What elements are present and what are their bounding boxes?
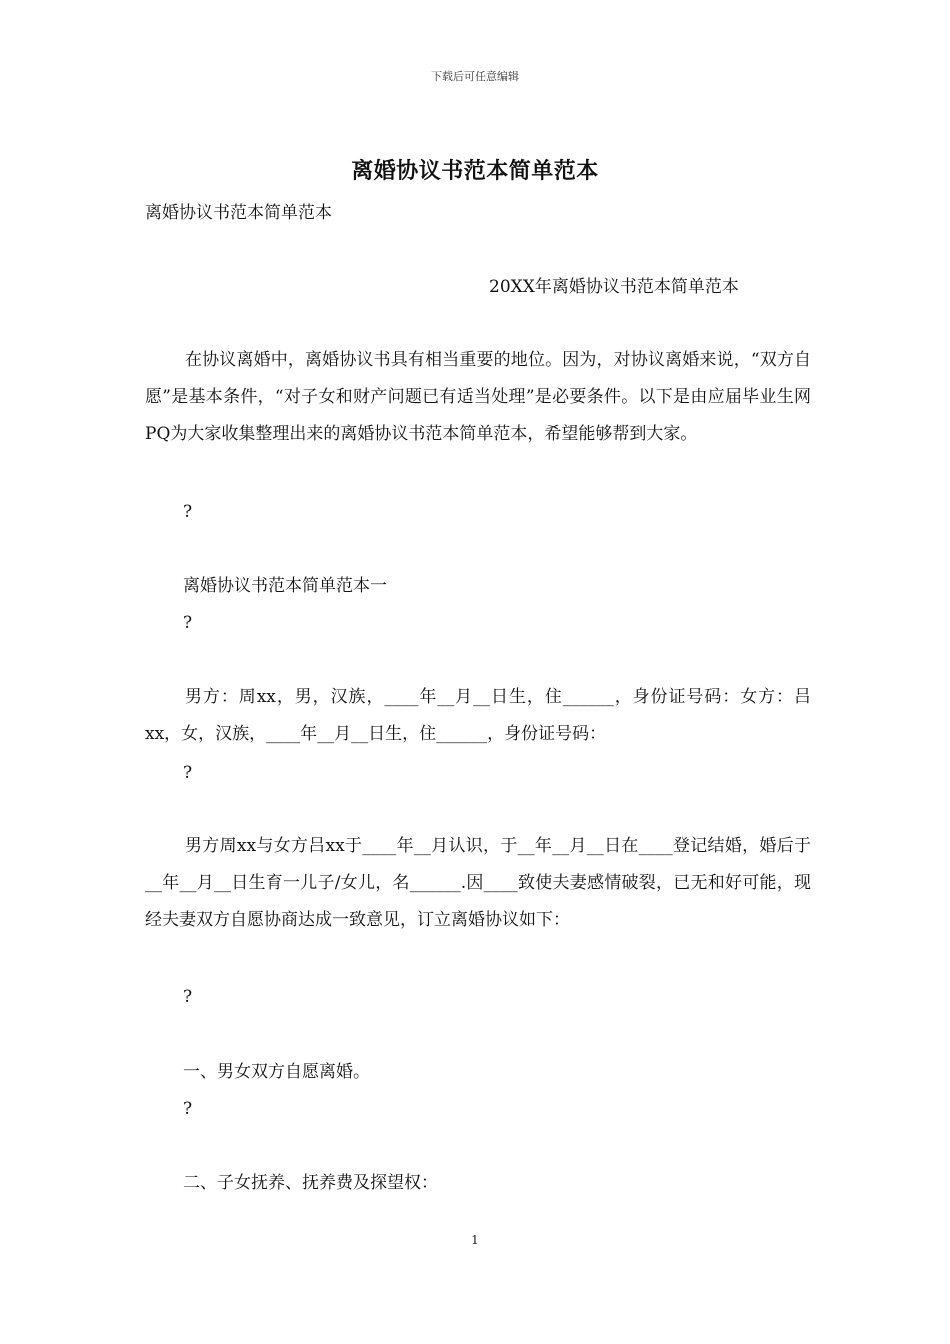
section-heading: 离婚协议书范本简单范本一 xyxy=(183,576,387,596)
marriage-paragraph: 男方周xx与女方吕xx于____年__月认识，于__年__月__日在____登记结婚，婚后于__年__月__日生育一儿子/女儿，名______.因____致使夫妻感情破裂，已无和好可能，现经夫妻双方自愿协商达成一致意见，订立离婚协议如下： xyxy=(145,836,811,930)
page-number: 1 xyxy=(471,1233,479,1247)
document-subtitle: 离婚协议书范本简单范本 xyxy=(145,203,332,223)
intro-paragraph: 在协议离婚中，离婚协议书具有相当重要的地位。因为，对协议离婚来说，“双方自愿”是基本条件，“对子女和财产问题已有适当处理”是必要条件。以下是由应届毕业生网PQ为大家收集整理出来的离婚协议书范本简单范本，希望能够帮到大家。 xyxy=(145,350,811,444)
placeholder-mark: ? xyxy=(183,987,193,1007)
right-heading: 20XX年离婚协议书范本简单范本 xyxy=(489,277,739,297)
parties-paragraph: 男方：周xx，男，汉族，____年__月__日生，住______，身份证号码：女方：吕xx，女，汉族，____年__月__日生，住______，身份证号码： xyxy=(145,687,811,744)
placeholder-mark: ? xyxy=(183,763,193,783)
placeholder-mark: ? xyxy=(183,613,193,633)
page-header: 下载后可任意编辑 xyxy=(431,70,519,83)
placeholder-mark: ? xyxy=(183,502,193,522)
document-title: 离婚协议书范本简单范本 xyxy=(351,158,599,184)
placeholder-mark: ? xyxy=(183,1099,193,1119)
clause-2: 二、子女抚养、抚养费及探望权： xyxy=(183,1173,438,1193)
clause-1: 一、男女双方自愿离婚。 xyxy=(183,1062,370,1082)
